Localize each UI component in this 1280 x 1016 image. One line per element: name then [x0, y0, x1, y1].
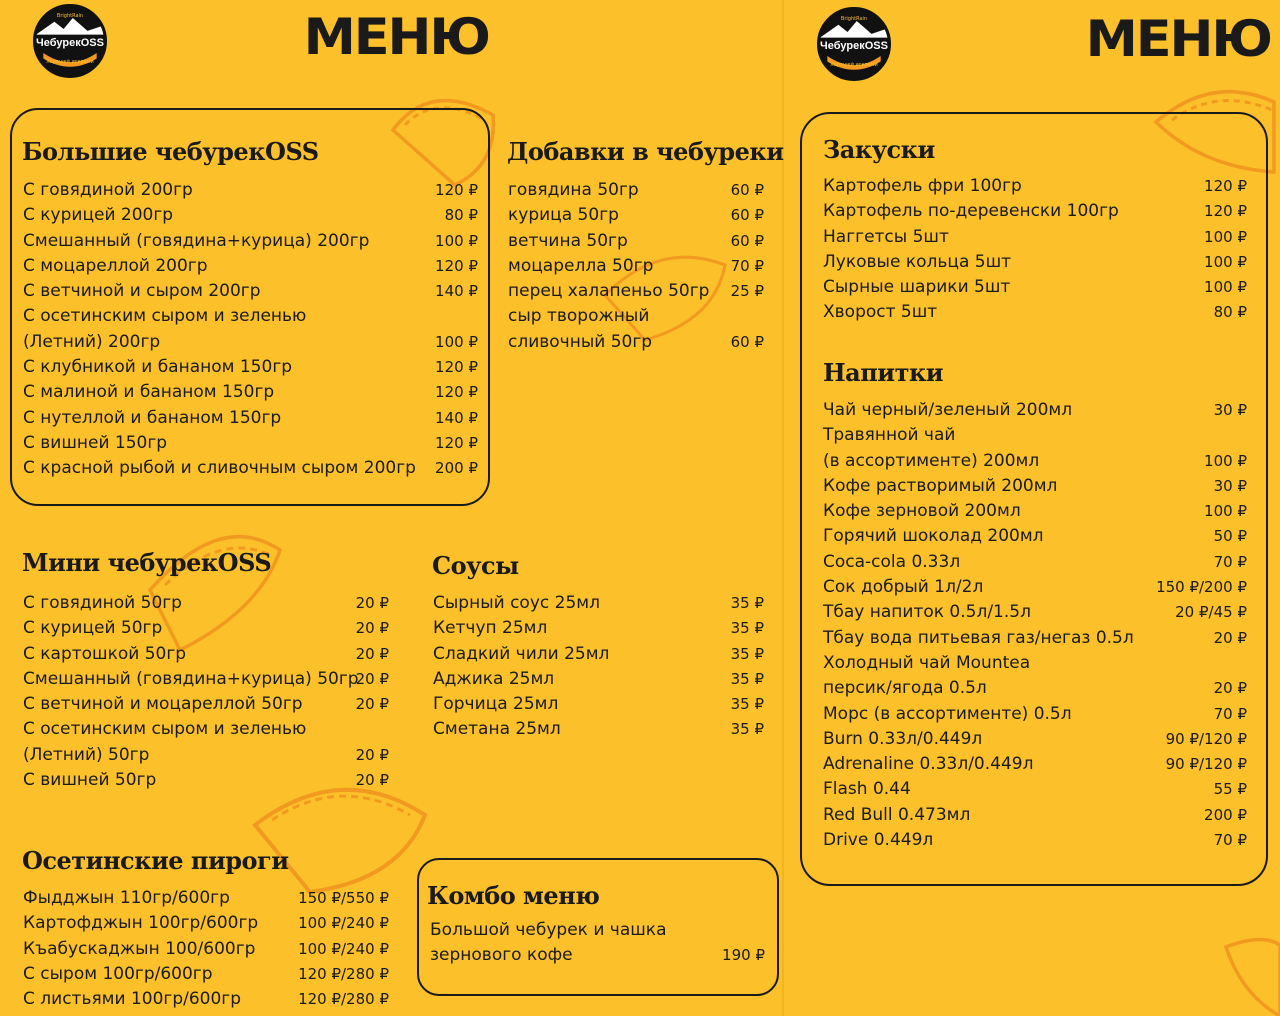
menu-item	[823, 199, 1247, 224]
menu-item	[823, 777, 1247, 802]
menu-item-price: 60 ₽	[730, 332, 764, 351]
menu-item-name: С вишней 50гр	[23, 770, 157, 791]
menu-item	[823, 550, 1247, 575]
menu-item	[23, 768, 389, 793]
menu-item-name: Фыдджын 110гр/600гр	[23, 888, 230, 908]
menu-item-name: Adrenaline 0.33л/0.449л	[823, 754, 1034, 775]
menu-item-name: говядина 50гр	[508, 180, 639, 200]
menu-item-price: 70 ₽	[1213, 552, 1247, 571]
menu-item-name: С клубникой и бананом 150гр	[23, 357, 293, 378]
menu-item	[23, 456, 478, 481]
menu-item	[823, 174, 1247, 199]
section-title-mini: Мини чебурекOSS	[22, 548, 272, 577]
menu-item	[23, 616, 389, 641]
menu-item-price: 20 ₽/45 ₽	[1175, 603, 1247, 622]
section-title-snacks: Закуски	[823, 135, 935, 164]
menu-item-name: персик/ягода 0.5л	[823, 678, 987, 699]
menu-item-price: 90 ₽/120 ₽	[1165, 729, 1247, 748]
menu-item	[823, 702, 1247, 727]
menu-item-price: 55 ₽	[1213, 780, 1247, 799]
brand-name: ЧебурекOSS	[36, 37, 104, 49]
menu-item	[823, 474, 1247, 499]
menu-item-price: 100 ₽	[1204, 252, 1247, 271]
list-additions	[508, 178, 764, 355]
menu-item-price: 70 ₽	[1213, 704, 1247, 723]
menu-title: МЕНЮ	[303, 8, 489, 66]
menu-item	[433, 717, 764, 742]
menu-item-price: 120 ₽	[435, 256, 478, 275]
menu-item	[430, 918, 765, 943]
menu-item	[823, 575, 1247, 600]
menu-item	[823, 651, 1247, 676]
brand-slogan: Хорошей искрами	[830, 62, 878, 68]
menu-item-price: 100 ₽/240 ₽	[298, 939, 389, 958]
menu-item-name: Смешанный (говядина+курица) 200гр	[23, 230, 370, 251]
menu-item	[823, 752, 1247, 777]
menu-item-name: Луковые кольца 5шт	[823, 251, 1012, 272]
menu-item	[23, 717, 389, 742]
menu-item	[823, 250, 1247, 275]
menu-item-name: С говядиной 200гр	[23, 180, 193, 200]
menu-item-name: С ветчиной и моцареллой 50гр	[23, 694, 303, 715]
menu-item-name: моцарелла 50гр	[508, 255, 654, 276]
menu-item-name: Аджика 25мл	[433, 668, 555, 689]
menu-item	[823, 225, 1247, 250]
brand-slogan: Хорошей искрами	[46, 59, 94, 65]
menu-item-name: С курицей 200гр	[23, 205, 174, 226]
menu-item-price: 80 ₽	[1213, 303, 1247, 322]
menu-item	[23, 279, 478, 304]
menu-item-price: 35 ₽	[730, 594, 764, 612]
menu-item	[23, 911, 389, 936]
menu-item-price: 190 ₽	[722, 946, 765, 965]
menu-item-name: Горчица 25мл	[433, 694, 559, 715]
menu-item	[23, 254, 478, 279]
menu-item-name: перец халапеньо 50гр	[508, 281, 710, 302]
menu-item-price: 150 ₽/200 ₽	[1156, 578, 1247, 597]
section-title-additions: Добавки в чебуреки	[507, 137, 784, 166]
menu-item	[508, 229, 764, 254]
menu-item-name: С вишней 150гр	[23, 432, 168, 453]
section-title-sauces: Соусы	[432, 551, 519, 580]
menu-item-name: Картофель по-деревенски 100гр	[823, 201, 1119, 222]
brand-logo	[33, 4, 107, 78]
menu-item-name: Хворост 5шт	[823, 302, 938, 323]
menu-item-name: С курицей 50гр	[23, 618, 163, 639]
menu-item-price: 30 ₽	[1213, 401, 1247, 419]
menu-item-price: 20 ₽	[355, 619, 389, 638]
menu-item-name: Burn 0.33л/0.449л	[823, 728, 983, 749]
section-title-big: Большие чебурекOSS	[22, 137, 319, 166]
menu-item-price: 140 ₽	[435, 408, 478, 427]
menu-item	[823, 600, 1247, 625]
menu-item	[508, 178, 764, 203]
menu-item-price: 120 ₽/280 ₽	[298, 964, 389, 983]
menu-item-name: С моцареллой 200гр	[23, 255, 208, 276]
menu-item-price: 140 ₽	[435, 282, 478, 301]
menu-item	[508, 304, 764, 329]
menu-item-name: С малиной и бананом 150гр	[23, 382, 275, 403]
menu-item-price: 90 ₽/120 ₽	[1165, 755, 1247, 774]
menu-item-name: Морс (в ассортименте) 0.5л	[823, 703, 1072, 724]
menu-item	[433, 591, 764, 616]
menu-item	[23, 642, 389, 667]
menu-item-name: Tбау вода питьевая газ/негаз 0.5л	[823, 627, 1134, 648]
menu-item-price: 35 ₽	[730, 644, 764, 663]
menu-item-price: 120 ₽	[435, 358, 478, 377]
menu-item-price: 30 ₽	[1213, 476, 1247, 495]
menu-item-price: 35 ₽	[730, 669, 764, 688]
menu-item-price: 20 ₽	[1213, 628, 1247, 647]
menu-item	[23, 229, 478, 254]
menu-item-price: 20 ₽	[355, 695, 389, 714]
menu-item-price: 20 ₽	[355, 594, 389, 612]
menu-item-price: 80 ₽	[444, 206, 478, 225]
menu-item-price: 20 ₽	[355, 644, 389, 663]
menu-item-name: сливочный 50гр	[508, 331, 653, 352]
menu-item	[823, 828, 1247, 853]
menu-item	[823, 300, 1247, 325]
menu-item-name: Травянной чай	[823, 425, 956, 446]
list-mini	[23, 591, 389, 793]
menu-item-name: Смешанный (говядина+курица) 50гр	[23, 668, 359, 689]
menu-item	[23, 406, 478, 431]
menu-item	[508, 279, 764, 304]
menu-item-price: 100 ₽	[1204, 227, 1247, 246]
menu-item-price: 25 ₽	[730, 282, 764, 301]
menu-item	[433, 667, 764, 692]
menu-item	[823, 499, 1247, 524]
menu-item	[23, 987, 389, 1012]
menu-item-name: Большой чебурек и чашка	[430, 920, 667, 940]
menu-item	[23, 591, 389, 616]
menu-item	[823, 803, 1247, 828]
menu-item-name: Кофе растворимый 200мл	[823, 475, 1058, 496]
brand-name: ЧебурекOSS	[820, 40, 888, 52]
menu-item-name: курица 50гр	[508, 205, 619, 226]
menu-item-name: (в ассортименте) 200мл	[823, 450, 1040, 471]
menu-item-price: 120 ₽	[435, 383, 478, 402]
section-title-combo: Комбо меню	[427, 881, 600, 910]
menu-item-price: 100 ₽	[1204, 502, 1247, 521]
menu-item-price: 60 ₽	[730, 231, 764, 250]
menu-item	[23, 178, 478, 203]
menu-item	[23, 304, 478, 329]
menu-item-name: Картофджын 100гр/600гр	[23, 913, 259, 934]
menu-item	[23, 355, 478, 380]
menu-item-price: 100 ₽	[1204, 278, 1247, 297]
menu-item	[23, 743, 389, 768]
menu-item-price: 100 ₽	[435, 332, 478, 351]
menu-item-name: Tбау напиток 0.5л/1.5л	[823, 602, 1031, 623]
brand-top-text: BrightRain	[56, 13, 84, 19]
menu-item-name: С нутеллой и бананом 150гр	[23, 407, 282, 428]
menu-item-name: Сладкий чили 25мл	[433, 643, 610, 664]
menu-item	[23, 667, 389, 692]
menu-item	[508, 254, 764, 279]
menu-item-name: Drive 0.449л	[823, 830, 934, 851]
menu-item-price: 200 ₽	[435, 459, 478, 478]
menu-item	[23, 203, 478, 228]
menu-item-name: Red Bull 0.473мл	[823, 804, 971, 825]
menu-item	[23, 380, 478, 405]
menu-item	[823, 727, 1247, 752]
menu-item-price: 35 ₽	[730, 695, 764, 714]
menu-item	[823, 275, 1247, 300]
menu-item-name: Сок добрый 1л/2л	[823, 577, 984, 598]
menu-item-name: С картошкой 50гр	[23, 643, 187, 664]
section-title-pies: Осетинские пироги	[22, 846, 289, 875]
menu-item-name: Flash 0.44	[823, 779, 911, 800]
menu-item-name: С говядиной 50гр	[23, 593, 182, 613]
menu-item-price: 60 ₽	[730, 206, 764, 225]
list-snacks	[823, 174, 1247, 326]
menu-item-name: Сметана 25мл	[433, 719, 561, 740]
menu-item	[433, 642, 764, 667]
menu-item-price: 20 ₽	[1213, 679, 1247, 698]
menu-item	[823, 626, 1247, 651]
menu-item	[433, 616, 764, 641]
menu-item	[23, 692, 389, 717]
menu-item-price: 70 ₽	[1213, 831, 1247, 850]
menu-item-price: 120 ₽	[1204, 177, 1247, 195]
menu-item-name: С красной рыбой и сливочным сыром 200гр	[23, 458, 416, 479]
menu-item-name: сыр творожный	[508, 306, 650, 327]
menu-item-name: Кетчуп 25мл	[433, 618, 548, 639]
menu-item-name: Наггетсы 5шт	[823, 226, 949, 247]
menu-item	[823, 398, 1247, 423]
menu-item-name: (Летний) 200гр	[23, 331, 161, 352]
menu-item	[433, 692, 764, 717]
list-big	[23, 178, 478, 482]
menu-item-price: 120 ₽	[435, 433, 478, 452]
menu-item	[823, 423, 1247, 448]
menu-item-name: Къабускаджын 100/600гр	[23, 938, 256, 959]
menu-item-name: Кофе зерновой 200мл	[823, 501, 1021, 522]
menu-item-name: С осетинским сыром и зеленью	[23, 719, 307, 740]
menu-item-price: 100 ₽/240 ₽	[298, 914, 389, 933]
menu-item-name: С листьями 100гр/600гр	[23, 989, 242, 1010]
menu-item	[508, 203, 764, 228]
menu-item-name: Холодный чай Mountea	[823, 652, 1031, 673]
list-pies	[23, 886, 389, 1012]
menu-item-price: 120 ₽	[1204, 202, 1247, 221]
menu-item-name: С осетинским сыром и зеленью	[23, 306, 307, 327]
menu-item	[823, 676, 1247, 701]
menu-item-price: 20 ₽	[355, 669, 389, 688]
menu-item	[23, 962, 389, 987]
cheburek-icon	[1222, 935, 1280, 1016]
menu-title: МЕНЮ	[1085, 10, 1271, 68]
menu-item-name: Картофель фри 100гр	[823, 176, 1022, 196]
list-drinks	[823, 398, 1247, 853]
menu-item-price: 35 ₽	[730, 619, 764, 638]
menu-item-name: зернового кофе	[430, 945, 573, 966]
menu-item	[23, 431, 478, 456]
menu-item	[23, 886, 389, 911]
menu-item-name: ветчина 50гр	[508, 230, 628, 251]
menu-item-price: 20 ₽	[355, 771, 389, 790]
menu-item	[23, 330, 478, 355]
menu-item	[430, 943, 765, 968]
brand-top-text: BrightRain	[840, 16, 868, 22]
menu-item-price: 150 ₽/550 ₽	[298, 889, 389, 907]
menu-item-name: Сырные шарики 5шт	[823, 277, 1011, 298]
menu-item-price: 100 ₽	[1204, 451, 1247, 470]
menu-item	[823, 449, 1247, 474]
menu-item-price: 50 ₽	[1213, 527, 1247, 546]
menu-item-name: Coca-cola 0.33л	[823, 551, 961, 572]
menu-item-price: 70 ₽	[730, 256, 764, 275]
menu-item-price: 120 ₽	[435, 181, 478, 199]
list-sauces	[433, 591, 764, 743]
menu-item-price: 200 ₽	[1204, 805, 1247, 824]
menu-item-price: 60 ₽	[730, 181, 764, 199]
list-combo	[430, 918, 765, 969]
menu-item-price: 120 ₽/280 ₽	[298, 990, 389, 1009]
menu-item-name: Сырный соус 25мл	[433, 593, 600, 613]
menu-item-name: Горячий шоколад 200мл	[823, 526, 1044, 547]
menu-item-price: 35 ₽	[730, 720, 764, 739]
menu-item-name: С сыром 100гр/600гр	[23, 963, 213, 984]
menu-item	[23, 937, 389, 962]
brand-logo	[817, 7, 891, 81]
section-title-drinks: Напитки	[823, 358, 944, 387]
menu-item	[823, 524, 1247, 549]
menu-item-name: С ветчиной и сыром 200гр	[23, 281, 261, 302]
menu-item	[508, 330, 764, 355]
menu-item-price: 20 ₽	[355, 745, 389, 764]
menu-item-name: (Летний) 50гр	[23, 744, 150, 765]
menu-item-price: 100 ₽	[435, 231, 478, 250]
menu-item-name: Чай черный/зеленый 200мл	[823, 400, 1073, 420]
